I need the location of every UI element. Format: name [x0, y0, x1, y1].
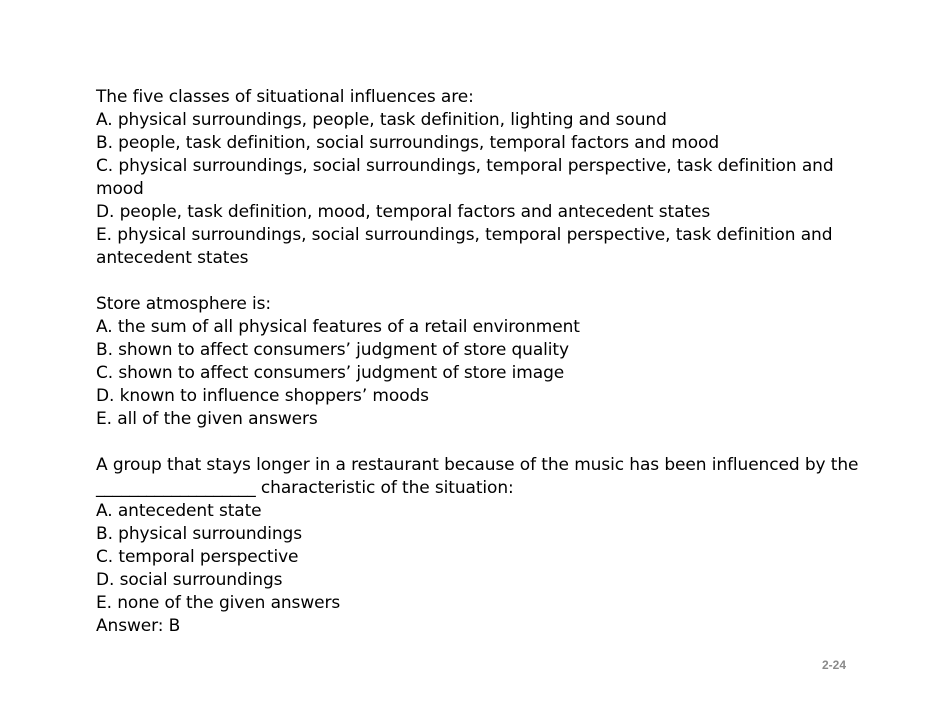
question-2 [96, 293, 876, 431]
question-2-stem: Store atmosphere is: [96, 294, 272, 314]
question-2-option-b: B. shown to affect consumers’ judgment of store quality [96, 340, 569, 360]
page-number: 2-24 [822, 658, 847, 672]
question-3-option-e: E. none of the given answers [96, 593, 341, 613]
question-3-stem: A group that stays longer in a restaurant because of the music has been influenced by the [96, 455, 859, 475]
question-1-option-c: C. physical surroundings, social surroundings, temporal perspective, task definition and [96, 156, 834, 176]
question-2-option-c: C. shown to affect consumers’ judgment of store image [96, 363, 565, 383]
spacer [96, 270, 876, 293]
question-2-option-e: E. all of the given answers [96, 409, 318, 429]
question-1-option-a: A. physical surroundings, people, task definition, lighting and sound [96, 110, 667, 130]
question-1-option-e: E. physical surroundings, social surroundings, temporal perspective, task definition and [96, 225, 833, 245]
spacer [96, 431, 876, 454]
question-3 [96, 454, 876, 638]
question-1-option-d: D. people, task definition, mood, temporal factors and antecedent states [96, 202, 711, 222]
question-1-stem: The five classes of situational influences are: [96, 87, 474, 107]
question-1-option-b: B. people, task definition, social surroundings, temporal factors and mood [96, 133, 720, 153]
question-1-option-e-cont: antecedent states [96, 248, 249, 268]
question-3-answer: Answer: B [96, 616, 181, 636]
question-3-stem-cont: ___________________ characteristic of the situation: [96, 478, 514, 498]
question-3-option-c: C. temporal perspective [96, 547, 299, 567]
question-2-option-a: A. the sum of all physical features of a retail environment [96, 317, 580, 337]
question-2-option-d: D. known to influence shoppers’ moods [96, 386, 429, 406]
question-3-option-a: A. antecedent state [96, 501, 262, 521]
question-3-option-d: D. social surroundings [96, 570, 283, 590]
question-1 [96, 86, 876, 270]
question-3-option-b: B. physical surroundings [96, 524, 302, 544]
question-1-option-c-cont: mood [96, 179, 144, 199]
quiz-content [96, 86, 876, 638]
